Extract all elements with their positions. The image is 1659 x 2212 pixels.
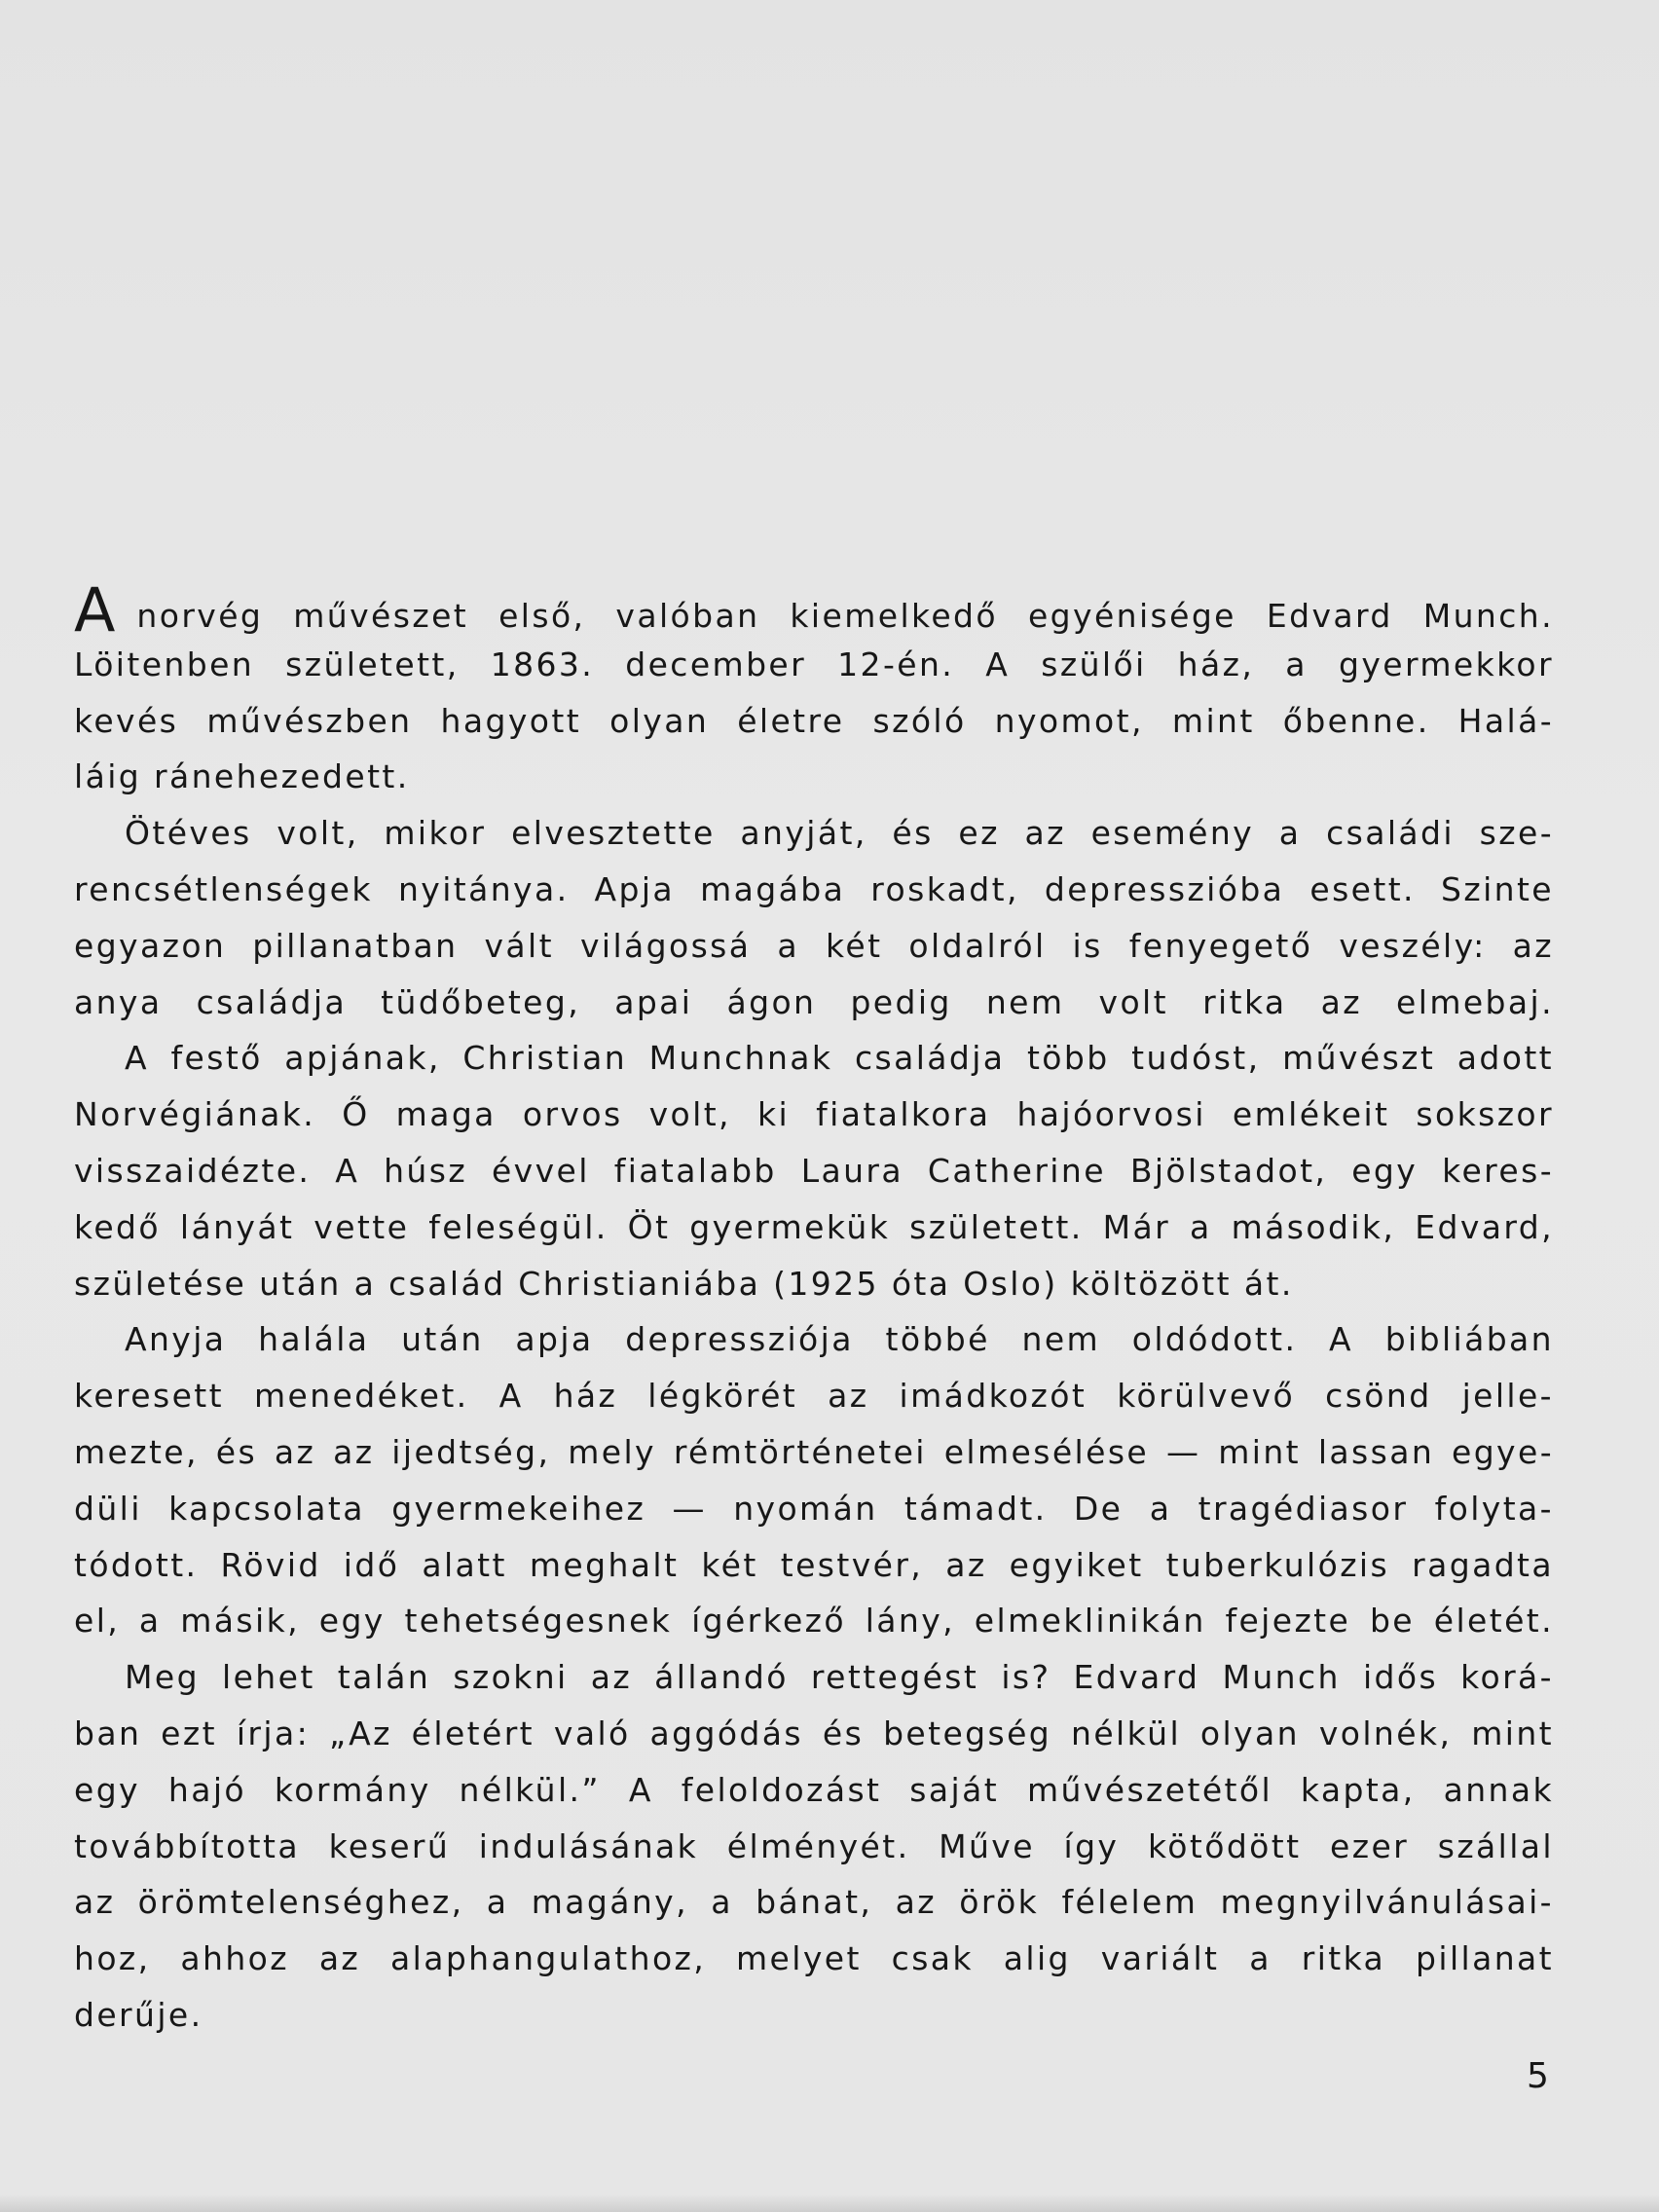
text-line: Anorvég művészet első, valóban kiemelkedő egyénisége Edvard Munch. bbox=[74, 574, 1554, 645]
text-line: kevés művészben hagyott olyan életre szóló nyomot, mint őbenne. Halá- bbox=[74, 701, 1554, 740]
text-line: Meg lehet talán szokni az állandó rettegést is? Edvard Munch idős korá- bbox=[125, 1658, 1554, 1697]
text-line: az örömtelenséghez, a magány, a bánat, az örök félelem megnyilvánulásai- bbox=[74, 1883, 1554, 1922]
text-line: Norvégiának. Ő maga orvos volt, ki fiatalkora hajóorvosi emlékeit sokszor bbox=[74, 1095, 1554, 1134]
text-line: düli kapcsolata gyermekeihez — nyomán támadt. De a tragédiasor folyta- bbox=[74, 1489, 1554, 1528]
text-line: Anyja halála után apja depressziója többé nem oldódott. A bibliában bbox=[125, 1320, 1554, 1359]
text-line: ban ezt írja: „Az életért való aggódás és betegség nélkül olyan volnék, mint bbox=[74, 1714, 1554, 1752]
text-line: egyazon pillanatban vált világossá a két oldalról is fenyegető veszély: az bbox=[74, 926, 1554, 965]
page-bottom-edge bbox=[0, 2194, 1659, 2212]
text-line: A festő apjának, Christian Munchnak családja több tudóst, művészt adott bbox=[125, 1039, 1554, 1078]
text-line: láig ránehezedett. bbox=[74, 757, 410, 796]
text-line: visszaidézte. A húsz évvel fiatalabb Laura Catherine Bjölstadot, egy keres- bbox=[74, 1151, 1554, 1190]
paragraph-4 bbox=[74, 1311, 1554, 1649]
text-line: Ötéves volt, mikor elvesztette anyját, és ez az esemény a családi sze- bbox=[125, 814, 1554, 853]
text-line: mezte, és az az ijedtség, mely rémtörténetei elmesélése — mint lassan egye- bbox=[74, 1432, 1554, 1471]
text-line: tódott. Rövid idő alatt meghalt két testvér, az egyiket tuberkulózis ragadta bbox=[74, 1545, 1554, 1584]
text-line: anya családja tüdőbeteg, apai ágon pedig nem volt ritka az elmebaj. bbox=[74, 982, 1554, 1021]
text-line: derűje. bbox=[74, 1995, 203, 2034]
drop-cap: A bbox=[74, 574, 116, 645]
text-line: kedő lányát vette feleségül. Öt gyermekük született. Már a második, Edvard, bbox=[74, 1207, 1554, 1246]
paragraph-3 bbox=[74, 1030, 1554, 1311]
text-line: rencsétlenségek nyitánya. Apja magába roskadt, depresszióba esett. Szinte bbox=[74, 869, 1554, 908]
text-line: el, a másik, egy tehetségesnek ígérkező lány, elmeklinikán fejezte be életét. bbox=[74, 1602, 1554, 1641]
text-line: keresett menedéket. A ház légkörét az imádkozót körülvevő csönd jelle- bbox=[74, 1377, 1554, 1416]
text-line: továbbította keserű indulásának élményét. Műve így kötődött ezer szállal bbox=[74, 1826, 1554, 1865]
text-line: egy hajó kormány nélkül.” A feloldozást saját művészetétől kapta, annak bbox=[74, 1770, 1554, 1809]
paragraph-1 bbox=[74, 574, 1554, 805]
paragraph-5 bbox=[74, 1649, 1554, 2044]
body-text bbox=[74, 574, 1554, 2044]
text-line: Löitenben született, 1863. december 12-én. A szülői ház, a gyermekkor bbox=[74, 645, 1554, 683]
page-number: 5 bbox=[1527, 2056, 1549, 2096]
paragraph-2 bbox=[74, 805, 1554, 1030]
text-line: hoz, ahhoz az alaphangulathoz, melyet csak alig variált a ritka pillanat bbox=[74, 1939, 1554, 1978]
text-line: születése után a család Christianiába (1925 óta Oslo) költözött át. bbox=[74, 1264, 1294, 1303]
